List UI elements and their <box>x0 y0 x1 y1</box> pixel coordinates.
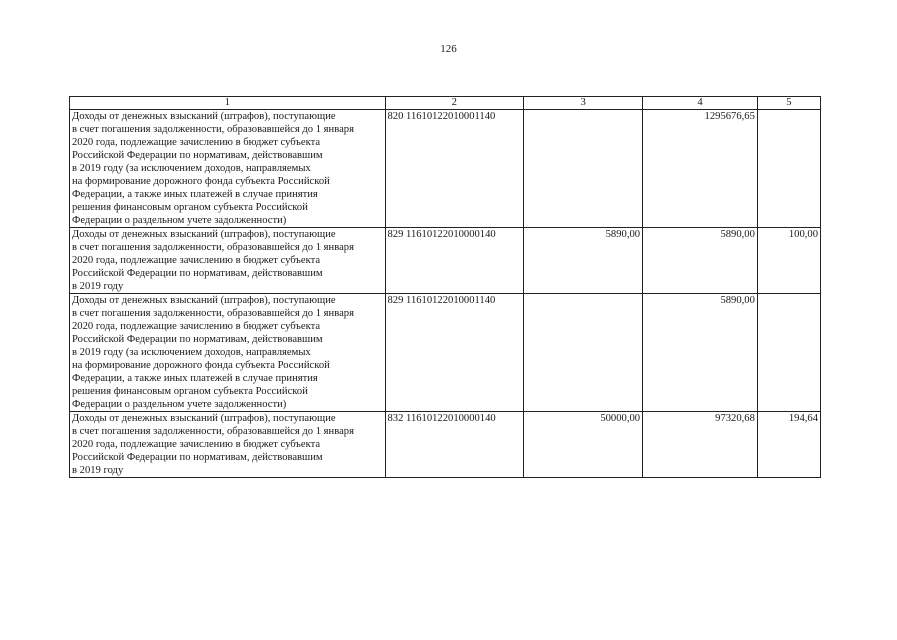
header-col-1: 1 <box>70 97 386 110</box>
budget-classification-code: 829 11610122010001140 <box>385 294 524 412</box>
execution-percent: 194,64 <box>757 412 820 478</box>
actual-amount: 97320,68 <box>643 412 758 478</box>
header-col-5: 5 <box>757 97 820 110</box>
actual-amount: 5890,00 <box>643 294 758 412</box>
table-header-row <box>70 97 821 110</box>
header-col-3: 3 <box>524 97 643 110</box>
actual-amount: 1295676,65 <box>643 110 758 228</box>
budget-classification-code: 820 11610122010001140 <box>385 110 524 228</box>
table-row <box>70 228 821 294</box>
table-row <box>70 110 821 228</box>
budget-classification-code: 829 11610122010000140 <box>385 228 524 294</box>
planned-amount: 5890,00 <box>524 228 643 294</box>
execution-percent: 100,00 <box>757 228 820 294</box>
revenue-description: Доходы от денежных взысканий (штрафов), поступающие в счет погашения задолженности, образовавшейся до 1 января 2020 года, подлежащие зачислению в бюджет субъекта Российской Федерации по нормативам, действовавшим в 2019 году <box>70 228 386 294</box>
planned-amount: 50000,00 <box>524 412 643 478</box>
revenue-description: Доходы от денежных взысканий (штрафов), поступающие в счет погашения задолженности, образовавшейся до 1 января 2020 года, подлежащие зачислению в бюджет субъекта Российской Федерации по нормативам, действовавшим в 2019 году <box>70 412 386 478</box>
budget-revenue-table <box>69 96 821 478</box>
planned-amount <box>524 110 643 228</box>
actual-amount: 5890,00 <box>643 228 758 294</box>
execution-percent <box>757 110 820 228</box>
table-row <box>70 412 821 478</box>
budget-classification-code: 832 11610122010000140 <box>385 412 524 478</box>
header-col-2: 2 <box>385 97 524 110</box>
revenue-description: Доходы от денежных взысканий (штрафов), поступающие в счет погашения задолженности, образовавшейся до 1 января 2020 года, подлежащие зачислению в бюджет субъекта Российской Федерации по нормативам, действовавшим в 2019 году (за исключением доходов, направляемых на формирование дорожного фонда субъекта Российской Федерации, а также иных платежей в случае принятия решения финансовым органом субъекта Российской Федерации о раздельном учете задолженности) <box>70 294 386 412</box>
revenue-description: Доходы от денежных взысканий (штрафов), поступающие в счет погашения задолженности, образовавшейся до 1 января 2020 года, подлежащие зачислению в бюджет субъекта Российской Федерации по нормативам, действовавшим в 2019 году (за исключением доходов, направляемых на формирование дорожного фонда субъекта Российской Федерации, а также иных платежей в случае принятия решения финансовым органом субъекта Российской Федерации о раздельном учете задолженности) <box>70 110 386 228</box>
execution-percent <box>757 294 820 412</box>
header-col-4: 4 <box>643 97 758 110</box>
table-row <box>70 294 821 412</box>
page-number: 126 <box>440 43 457 55</box>
planned-amount <box>524 294 643 412</box>
